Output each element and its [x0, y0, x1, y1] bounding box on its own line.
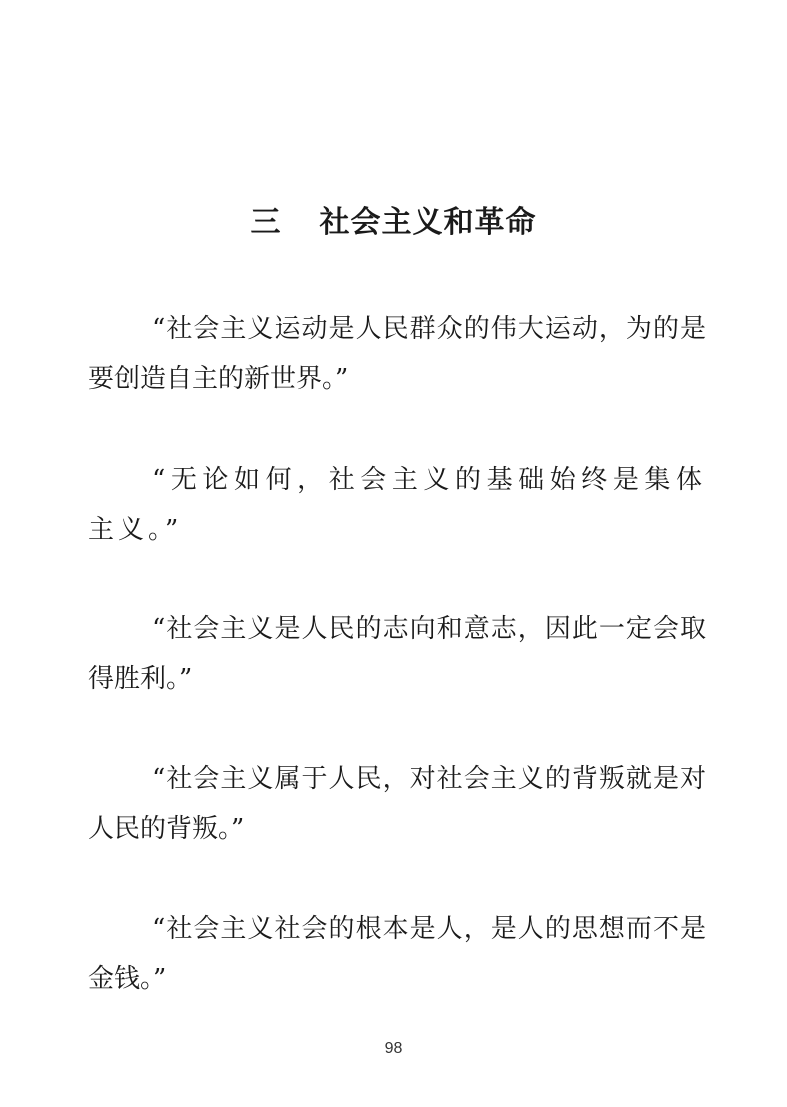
quote-paragraph: “社会主义是人民的志向和意志，因此一定会取得胜利。”: [88, 614, 706, 694]
section-number: 三: [250, 205, 282, 240]
section-heading: [0, 203, 787, 243]
quote-paragraph: “社会主义运动是人民群众的伟大运动，为的是要创造自主的新世界。”: [88, 314, 706, 394]
quote-paragraph: “社会主义属于人民，对社会主义的背叛就是对人民的背叛。”: [88, 764, 706, 844]
quote-paragraph: “社会主义社会的根本是人，是人的思想而不是金钱。”: [88, 914, 706, 994]
page-number: 98: [384, 1040, 403, 1057]
quote-paragraph: “无论如何，社会主义的基础始终是集体主义。”: [88, 465, 706, 545]
section-title: 社会主义和革命: [319, 205, 537, 240]
